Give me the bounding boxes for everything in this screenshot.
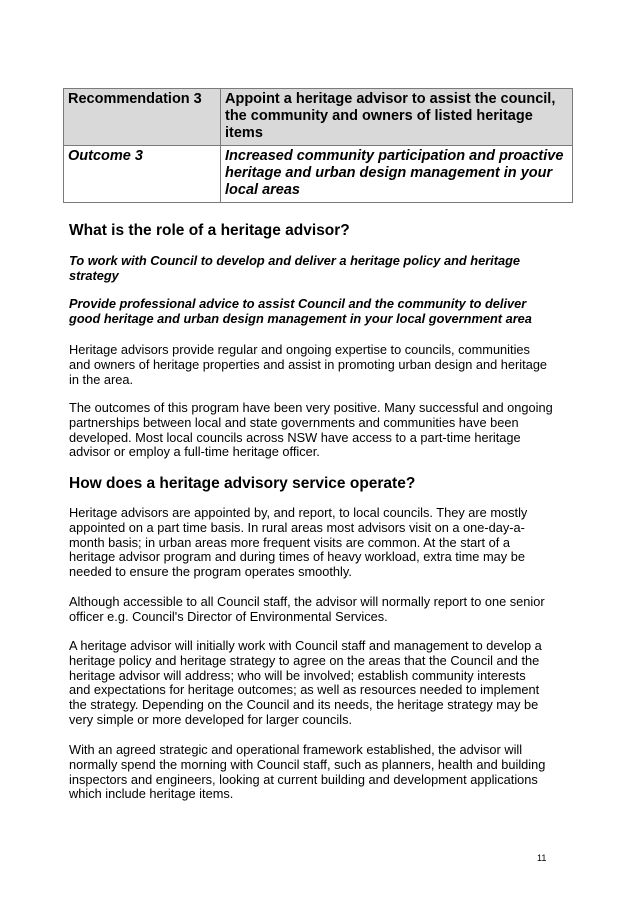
role-paragraph-1: Heritage advisors provide regular and ongoing expertise to councils, communities and owners of heritage properties and assist in promoting urban design and heritage in the area. — [69, 342, 548, 387]
operation-paragraph-4: With an agreed strategic and operational framework established, the advisor will normally spend the morning with Council staff, such as planners, health and building inspectors and engineers, looking at current building and development applications which include heritage items. — [69, 742, 546, 802]
section-heading-operation: How does a heritage advisory service operate? — [69, 475, 416, 492]
operation-paragraph-3: A heritage advisor will initially work with Council staff and management to develop a heritage policy and heritage strategy to agree on the areas that the Council and the heritage advisor will address; who will be involved; establish community interests and expectations for heritage outcomes; as well as resources needed to implement the strategy. Depending on the Council and its needs, the heritage strategy may be very simple or more developed for larger councils. — [69, 638, 542, 727]
role-point-2: Provide professional advice to assist Council and the community to deliver good heritage and urban design management in your local government area — [69, 296, 532, 326]
outcome-label: Outcome 3 — [64, 146, 221, 203]
operation-paragraph-1: Heritage advisors are appointed by, and report, to local councils. They are mostly appointed on a part time basis. In rural areas most advisors visit on a one-day-a-month basis; in urban areas more frequent visits are common. At the start of a heritage advisor program and during times of heavy workload, extra time may be needed to ensure the program operates smoothly. — [69, 505, 528, 580]
recommendation-text: Appoint a heritage advisor to assist the council, the community and owners of listed heritage items — [221, 89, 573, 146]
outcome-text: Increased community participation and proactive heritage and urban design management in your local areas — [221, 146, 573, 203]
recommendation-row — [64, 89, 573, 146]
role-paragraph-2: The outcomes of this program have been very positive. Many successful and ongoing partnerships between local and state governments and communities have been developed. Most local councils across NSW have access to a part-time heritage advisor or employ a full-time heritage officer. — [69, 400, 553, 460]
recommendation-label: Recommendation 3 — [64, 89, 221, 146]
role-point-1: To work with Council to develop and deliver a heritage policy and heritage strategy — [69, 253, 521, 283]
section-heading-role: What is the role of a heritage advisor? — [69, 222, 350, 239]
recommendation-table — [63, 88, 573, 203]
operation-paragraph-2: Although accessible to all Council staff, the advisor will normally report to one senior officer e.g. Council's Director of Environmental Services. — [69, 594, 545, 624]
page-number: 11 — [537, 853, 547, 863]
outcome-row — [64, 146, 573, 203]
